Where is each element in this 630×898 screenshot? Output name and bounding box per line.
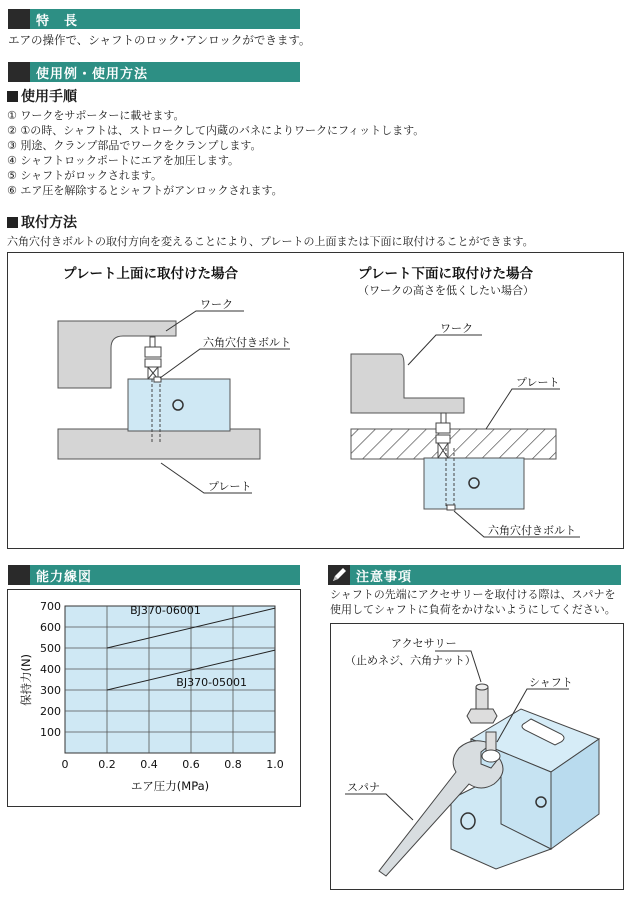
chart-y-tick-label: 200 bbox=[40, 705, 61, 718]
caution-heading-bar bbox=[328, 565, 621, 585]
left-shaft-tip bbox=[150, 337, 155, 347]
spanner-illustration bbox=[331, 624, 623, 889]
label-accessory: アクセサリー bbox=[391, 637, 457, 650]
step-4: ④ シャフトロックポートにエアを加圧します。 bbox=[7, 154, 240, 167]
chart-x-tick-label: 0 bbox=[61, 758, 69, 771]
right-label-work: ワーク bbox=[440, 322, 473, 335]
heading-marker bbox=[8, 62, 30, 82]
step-1: ① ワークをサポーターに載せます。 bbox=[7, 109, 185, 122]
step-3: ③ 別途、クランプ部品でワークをクランプします。 bbox=[7, 139, 262, 152]
step-6: ⑥ エア圧を解除するとシャフトがアンロックされます。 bbox=[7, 184, 283, 197]
shaft-top bbox=[486, 732, 496, 752]
mounting-diagram bbox=[8, 253, 623, 548]
right-label-bolt: 六角穴付きボルト bbox=[488, 524, 576, 537]
features-text: エアの操作で、シャフトのロック･アンロックができます。 bbox=[8, 33, 311, 47]
chart-y-tick-label: 700 bbox=[40, 600, 61, 613]
chart-series-label: BJ370-06001 bbox=[130, 604, 201, 618]
mounting-diagram-panel bbox=[7, 252, 624, 549]
right-shaft-collar bbox=[436, 435, 450, 443]
left-leader-bolt bbox=[160, 349, 290, 378]
right-leader-work bbox=[408, 335, 482, 365]
chart-x-tick-label: 1.0 bbox=[266, 758, 284, 771]
chart-xlabel: エア圧力(MPa) bbox=[130, 779, 210, 793]
right-leader-plate bbox=[486, 389, 560, 429]
chart-y-tick-label: 500 bbox=[40, 642, 61, 655]
chart-y-tick-label: 600 bbox=[40, 621, 61, 634]
caution-line-1: シャフトの先端にアクセサリーを取付ける際は、スパナを bbox=[330, 588, 616, 601]
capacity-chart-panel bbox=[7, 589, 301, 807]
caution-illustration-panel bbox=[330, 623, 624, 890]
label-spanner: スパナ bbox=[347, 781, 380, 794]
chart-x-tick-label: 0.6 bbox=[182, 758, 200, 771]
heading-marker bbox=[8, 9, 30, 29]
right-diagram-title: プレート下面に取付けた場合 bbox=[358, 266, 533, 282]
caution-line-2: 使用してシャフトに負荷をかけないようにしてください。 bbox=[330, 603, 616, 616]
right-bolt-head bbox=[447, 505, 455, 510]
caution-marker bbox=[328, 565, 350, 585]
heading-marker bbox=[8, 565, 30, 585]
chart-ylabel: 保持力(N) bbox=[19, 653, 33, 707]
caution-heading: 注意事項 bbox=[356, 570, 413, 585]
right-shaft-tip bbox=[441, 413, 446, 423]
mounting-text: 六角穴付きボルトの取付方向を変えることにより、プレートの上面または下面に取付けることができます。 bbox=[7, 235, 534, 248]
mounting-title: 取付方法 bbox=[7, 212, 77, 232]
left-plate bbox=[58, 429, 260, 459]
capacity-heading-bar bbox=[8, 565, 300, 585]
right-shaft-nut bbox=[436, 423, 450, 433]
left-label-work: ワーク bbox=[200, 298, 233, 311]
step-5: ⑤ シャフトがロックされます。 bbox=[7, 169, 163, 182]
usage-heading-bar bbox=[8, 62, 300, 82]
left-diagram-title: プレート上面に取付けた場合 bbox=[63, 266, 238, 282]
left-support-body bbox=[128, 379, 230, 431]
accessory-top bbox=[476, 684, 488, 690]
usage-heading: 使用例・使用方法 bbox=[36, 67, 149, 82]
right-label-plate: プレート bbox=[516, 376, 560, 389]
step-2: ② ①の時、シャフトは、ストロークして内蔵のバネによりワークにフィットします。 bbox=[7, 124, 425, 137]
left-shaft-nut bbox=[145, 347, 161, 357]
left-shaft-collar bbox=[145, 359, 161, 367]
right-work bbox=[351, 354, 464, 413]
label-accessory-note: （止めネジ、六角ナット） bbox=[345, 654, 476, 667]
features-heading: 特 長 bbox=[36, 14, 79, 29]
capacity-heading: 能力線図 bbox=[36, 570, 93, 585]
shaft-ring bbox=[482, 750, 500, 762]
capacity-chart bbox=[8, 590, 300, 806]
leader-spanner bbox=[345, 794, 413, 820]
accessory-nut bbox=[467, 709, 497, 723]
chart-y-tick-label: 400 bbox=[40, 663, 61, 676]
chart-x-tick-label: 0.4 bbox=[140, 758, 158, 771]
pencil-icon bbox=[328, 565, 350, 585]
features-heading-bar bbox=[8, 9, 300, 29]
chart-x-tick-label: 0.2 bbox=[98, 758, 116, 771]
chart-x-tick-label: 0.8 bbox=[224, 758, 242, 771]
chart-series-label: BJ370-05001 bbox=[176, 676, 248, 690]
right-support-body bbox=[424, 458, 524, 509]
procedure-title: 使用手順 bbox=[7, 86, 77, 106]
label-shaft: シャフト bbox=[529, 676, 573, 689]
left-label-plate: プレート bbox=[208, 480, 252, 493]
left-leader-work bbox=[166, 311, 244, 331]
chart-y-tick-label: 300 bbox=[40, 684, 61, 697]
chart-y-tick-label: 100 bbox=[40, 726, 61, 739]
left-label-bolt: 六角穴付きボルト bbox=[203, 336, 291, 349]
right-diagram-subtitle: （ワークの高さを低くしたい場合） bbox=[358, 284, 534, 297]
